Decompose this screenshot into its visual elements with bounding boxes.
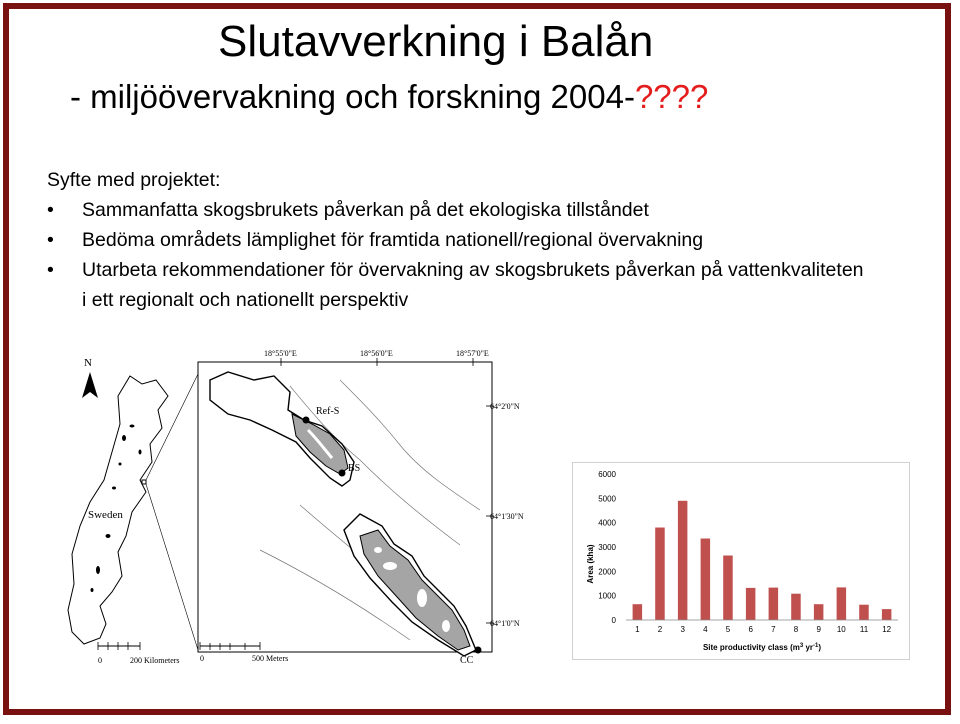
purpose-list — [47, 195, 872, 315]
latitude-label: 64°1'30"N — [490, 512, 524, 521]
leader-line — [146, 484, 198, 650]
site-marker-bs — [339, 470, 346, 477]
bullet-item: • Sammanfatta skogsbrukets påverkan på det ekologiska tillståndet — [47, 195, 872, 225]
x-tick-label: 9 — [816, 625, 821, 634]
bullet-item: • Bedöma områdets lämplighet för framtida nationell/regional övervakning — [47, 225, 872, 255]
y-tick-label: 1000 — [598, 591, 616, 601]
y-tick-label: 4000 — [598, 518, 616, 528]
x-axis-label: Site productivity class ($m^3$ $yr^{-1}$) — [702, 643, 822, 652]
study-area-map — [60, 340, 540, 675]
bar-class-9 — [814, 604, 824, 620]
x-tick-label: 3 — [680, 625, 685, 634]
x-tick-label: 2 — [657, 625, 663, 634]
bar-class-5 — [723, 556, 733, 621]
site-marker-cc — [475, 647, 482, 654]
bar-class-7 — [769, 588, 779, 620]
x-tick-label: 6 — [748, 625, 753, 634]
y-tick-label: 0 — [611, 616, 616, 625]
site-scale-zero: 0 — [200, 654, 204, 663]
x-tick-label: 11 — [859, 625, 869, 634]
purpose-heading: Syfte med projektet: — [47, 169, 221, 191]
y-tick-label: 6000 — [598, 470, 616, 479]
x-tick-label: 1 — [635, 625, 640, 634]
longitude-label: 18°57'0"E — [456, 349, 489, 358]
site-marker-ref-s — [303, 417, 310, 424]
latitude-label: 64°2'0"N — [490, 402, 520, 411]
north-arrow-icon — [82, 372, 98, 398]
x-tick-label: 7 — [771, 625, 776, 634]
bar-class-10 — [837, 587, 847, 620]
latitude-label: 64°1'0"N — [490, 619, 520, 628]
x-tick-label: 10 — [836, 625, 846, 634]
subtitle-main: - miljöövervakning och forskning 2004- — [70, 78, 635, 115]
bar-class-2 — [655, 528, 665, 621]
site-label-cc: CC — [460, 655, 474, 666]
country-label: Sweden — [88, 509, 123, 521]
productivity-chart — [572, 462, 910, 665]
bar-class-1 — [633, 604, 643, 620]
north-label: N — [84, 357, 92, 369]
site-label-ref-s: Ref-S — [316, 406, 340, 417]
slide-title: Slutavverkning i Balån — [218, 17, 654, 66]
bar-class-12 — [882, 609, 892, 620]
site-scale-unit: 500 Meters — [252, 654, 289, 663]
bar-class-4 — [701, 539, 711, 621]
longitude-label: 18°55'0"E — [264, 349, 297, 358]
y-tick-label: 5000 — [598, 494, 616, 504]
x-tick-label: 12 — [882, 625, 892, 634]
bullet-item: • Utarbeta rekommendationer för övervakning av skogsbrukets påverkan på vattenkvaliteten i ett regionalt och nationellt perspektiv — [47, 255, 872, 315]
purpose-section — [47, 165, 872, 315]
x-tick-label: 8 — [793, 625, 799, 634]
site-location-marker — [142, 480, 146, 484]
longitude-label: 18°56'0"E — [360, 349, 393, 358]
y-axis-label: Area (kha) — [586, 544, 595, 584]
country-scale-zero: 0 — [98, 656, 102, 665]
bar-class-3 — [678, 501, 688, 620]
bar-class-6 — [746, 588, 756, 620]
subtitle-question-marks: ???? — [634, 78, 709, 115]
x-tick-label: 4 — [703, 625, 708, 634]
site-label-bs: BS — [348, 463, 361, 474]
bar-class-8 — [791, 594, 801, 620]
y-tick-label: 3000 — [598, 543, 616, 552]
leader-line — [146, 374, 198, 480]
slide-subtitle — [70, 80, 708, 113]
x-tick-label: 5 — [725, 625, 731, 634]
bar-class-11 — [859, 605, 869, 620]
country-scale-unit: 200 Kilometers — [130, 656, 180, 665]
y-tick-label: 2000 — [598, 567, 616, 577]
